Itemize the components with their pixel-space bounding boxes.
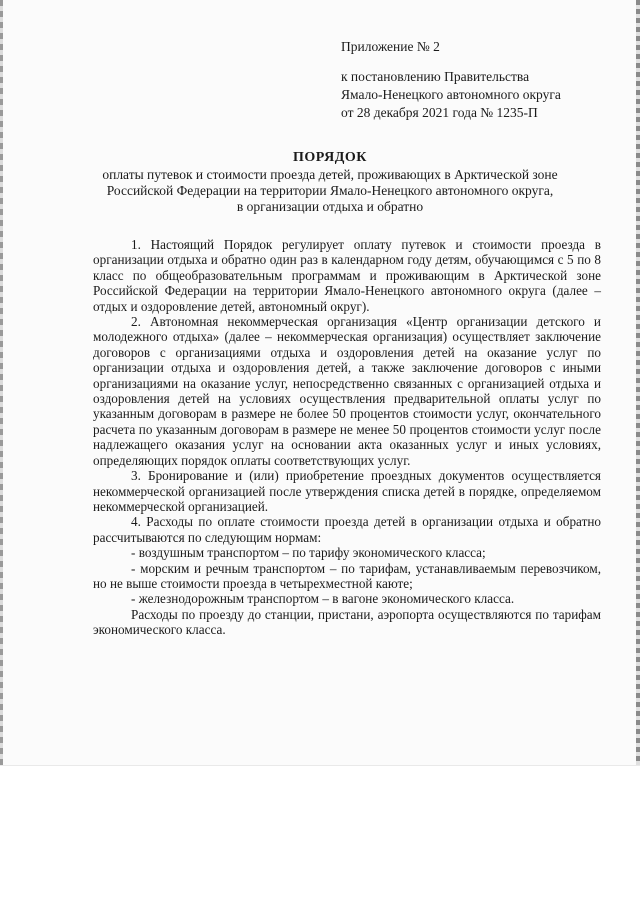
paragraph-3: 3. Бронирование и (или) приобретение проездных документов осуществляется некоммерческой организацией после утверждения списка детей в порядке, определяемом некоммерческой организацией. [93,468,601,514]
paragraph-4: 4. Расходы по оплате стоимости проезда детей в организации отдыха и обратно рассчитываются по следующим нормам: [93,514,601,545]
blank-scan-area [0,765,640,906]
scan-edge-right [636,0,640,765]
paragraph-final: Расходы по проезду до станции, пристани, аэропорта осуществляются по тарифам экономического класса. [93,606,601,638]
list-item-sea-river: - морским и речным транспортом – по тарифам, устанавливаемым перевозчиком, но не выше стоимости проезда в четырехместной каюте; [93,560,601,591]
document-subtitle [60,167,600,215]
annex-header [341,38,561,122]
annex-reference-line-2: Ямало-Ненецкого автономного округа [341,87,561,102]
subtitle-line-2: Российской Федерации на территории Ямало-Ненецкого автономного округа, [106,183,554,198]
annex-title: Приложение № 2 [341,39,440,54]
document-body [93,237,601,638]
scan-edge-left [0,0,3,765]
list-item-rail: - железнодорожным транспортом – в вагоне экономического класса. [131,591,515,607]
annex-reference-line-1: к постановлению Правительства [341,69,530,84]
document-title: ПОРЯДОК [293,150,367,165]
paragraph-2: 2. Автономная некоммерческая организация «Центр организации детского и молодежного отдыха» (далее – некоммерческая организация) осуществляет заключение договоров с организациями отдыха и оздоровления детей на оказание услуг по организации отдыха и оздоровления детей, а также заключение договоров с иными организациями на оказание услуг, непосредственно связанных с организацией отдыха и оздоровления детей на условиях осуществления предварительной оплаты услуг по указанным договорам в размере не более 50 процентов стоимости услуг, окончательного расчета по указанным договорам в размере не менее 50 процентов стоимости услуг после надлежащего оказания услуг на основании акта оказанных услуг и иных условиях, определяющих порядок оплаты соответствующих услуг. [93,314,601,468]
subtitle-line-1: оплаты путевок и стоимости проезда детей, проживающих в Арктической зоне [102,167,558,182]
list-item-air: - воздушным транспортом – по тарифу экономического класса; [131,545,486,561]
subtitle-line-3: в организации отдыха и обратно [236,199,424,214]
paragraph-1: 1. Настоящий Порядок регулирует оплату путевок и стоимости проезда в организации отдыха и обратно один раз в календарном году детям, обучающимся с 5 по 8 класс по общеобразовательным программам и проживающим в Арктической зоне Российской Федерации на территории Ямало-Ненецкого автономного округа (далее – отдых и оздоровление детей, автономный округ). [93,237,601,314]
annex-reference-line-3: от 28 декабря 2021 года № 1235-П [341,105,538,120]
